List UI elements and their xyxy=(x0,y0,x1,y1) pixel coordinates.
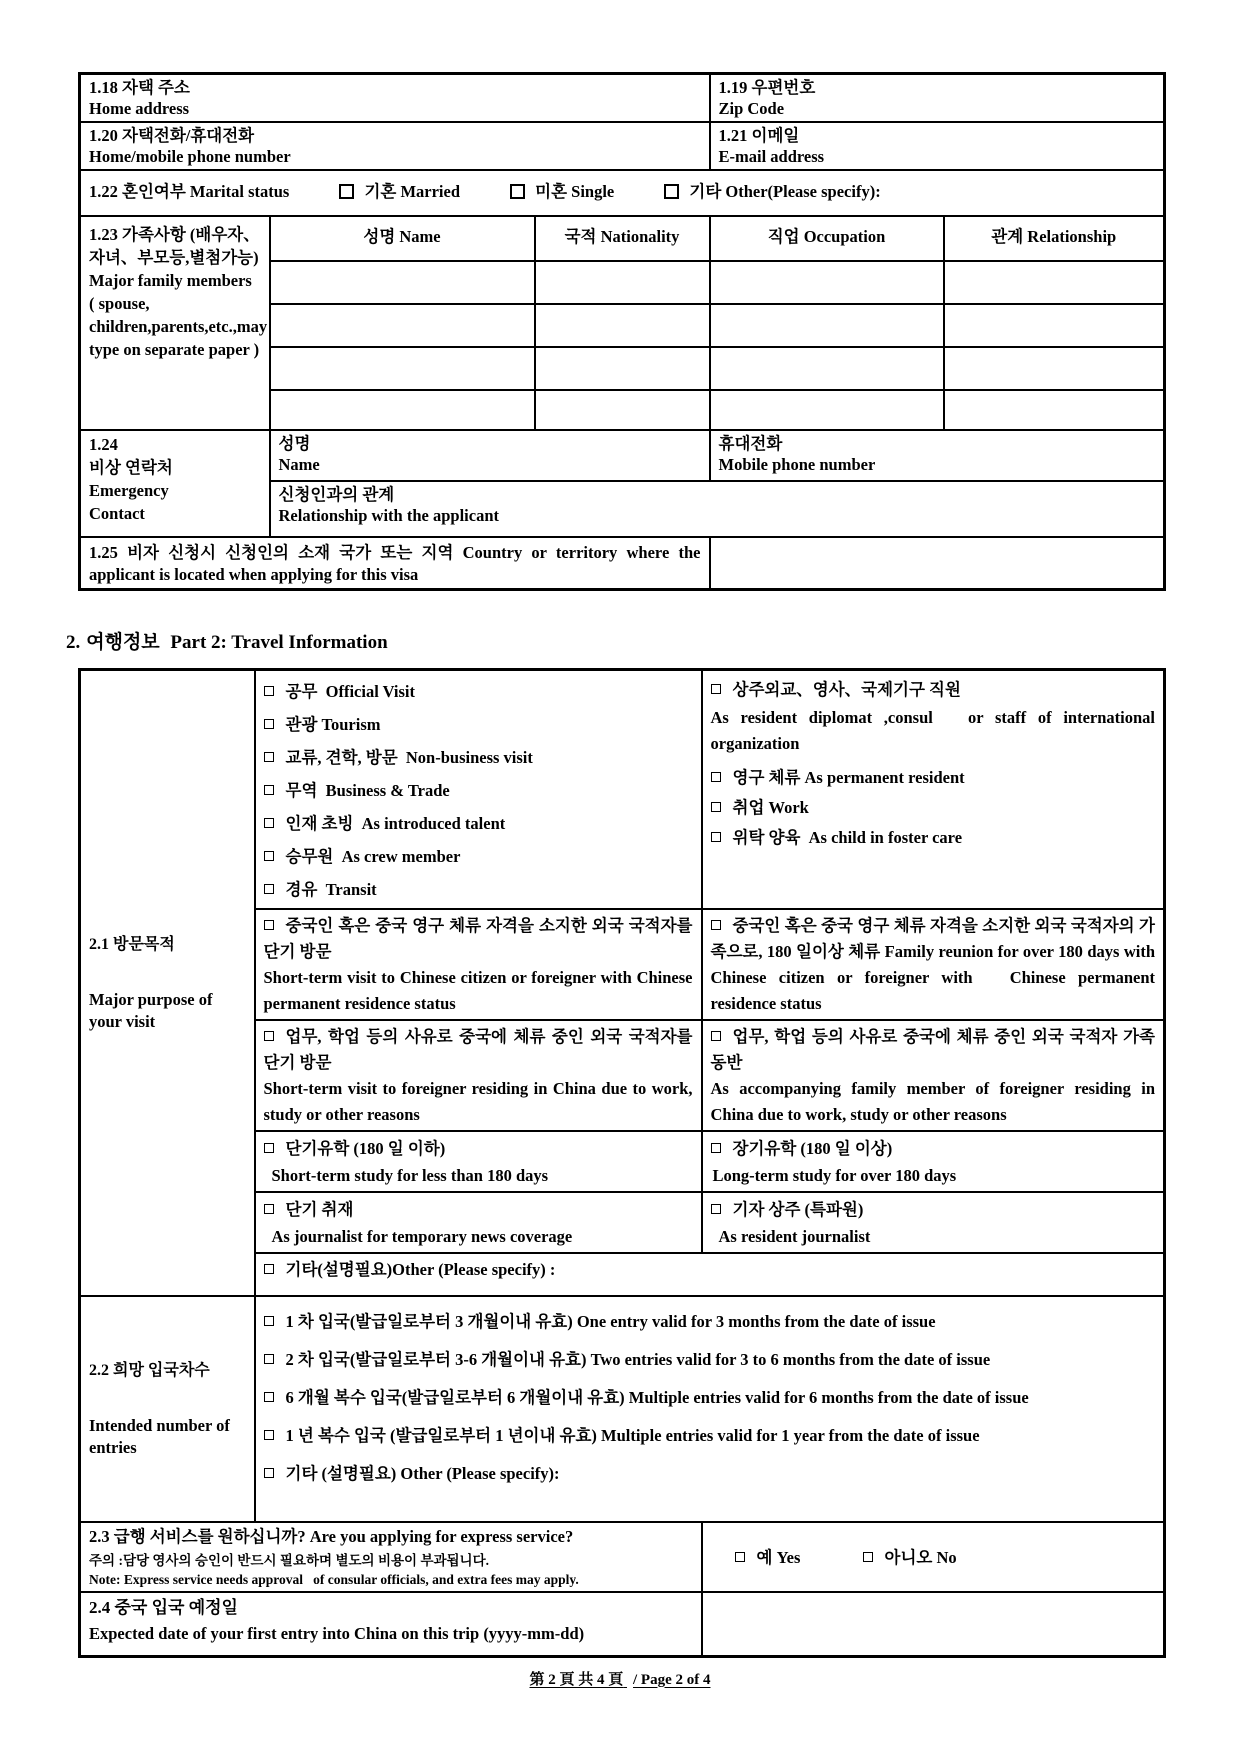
option-en: Family reunion for over 180 days with Chinese citizen or foreigner with Chinese permanent residence status xyxy=(710,942,1156,1013)
option-en: As accompanying family member of foreigner residing in China due to work, study or other reasons xyxy=(710,1079,1155,1124)
emergency-name-field[interactable] xyxy=(270,430,710,481)
purpose-option-short-term-study xyxy=(255,1131,702,1192)
emergency-name-en: Name xyxy=(278,455,320,474)
part2-heading-num: 2. xyxy=(66,632,81,653)
purpose-option xyxy=(711,823,1156,853)
checkbox-transit[interactable] xyxy=(264,884,274,894)
checkbox-short-term-study[interactable] xyxy=(264,1143,274,1153)
option-ko: 영구 체류 xyxy=(732,768,801,787)
option-ko: 장기유학 (180 일 이상) xyxy=(732,1139,893,1158)
entry-date-input[interactable] xyxy=(702,1592,1165,1656)
purpose-option xyxy=(264,774,693,807)
marital-option-label: 기타 Other(Please specify): xyxy=(689,182,881,201)
option-en: Multiple entries valid for 6 months from the date of issue xyxy=(628,1388,1029,1407)
purpose-label-en: Major purpose of your visit xyxy=(89,989,213,1031)
option-en: Long-term study for over 180 days xyxy=(712,1166,957,1185)
checkbox-entries-other[interactable] xyxy=(264,1468,274,1478)
purpose-option-short-visit-chinese xyxy=(255,909,702,1020)
emergency-mobile-field[interactable] xyxy=(710,430,1165,481)
purpose-option-short-visit-foreigner xyxy=(255,1020,702,1131)
entries-row xyxy=(80,1296,1165,1522)
option-ko: 2 차 입국(발급일로부터 3-6 개월이내 유효) xyxy=(285,1350,587,1369)
option-ko: 업무, 학업 등의 사유로 중국에 체류 중인 외국 국적자를 단기 방문 xyxy=(263,1027,693,1072)
part2-heading xyxy=(66,627,1240,654)
emergency-relationship-field[interactable] xyxy=(270,481,1165,537)
family-cell-input[interactable] xyxy=(535,390,710,430)
checkbox-accompanying-family[interactable] xyxy=(711,1031,721,1041)
purpose-option-family-reunion xyxy=(702,909,1165,1020)
entry-date-row xyxy=(80,1592,1165,1656)
location-row xyxy=(80,537,1165,590)
express-question: 2.3 급행 서비스를 원하십니까? Are you applying for express service? xyxy=(89,1527,574,1546)
option-ko: 기타 (설명필요) xyxy=(285,1464,397,1483)
checkbox-resident-journalist[interactable] xyxy=(711,1204,721,1214)
emergency-label-ko: 비상 연락처 xyxy=(89,458,173,477)
express-option-yes xyxy=(735,1548,801,1567)
family-label-ko: 1.23 가족사항 (배우자、자녀、부모등,별첨가능) xyxy=(89,225,260,267)
part2-heading-en: Part 2: Travel Information xyxy=(170,632,388,653)
option-ko: 1 차 입국(발급일로부터 3 개월이내 유효) xyxy=(285,1312,573,1331)
phone-field[interactable] xyxy=(80,122,710,170)
marital-status-row xyxy=(80,170,1165,216)
checkbox-tourism[interactable] xyxy=(264,719,274,729)
zip-code-label-en: Zip Code xyxy=(718,99,785,118)
location-input[interactable] xyxy=(710,537,1165,590)
purpose-right-options xyxy=(702,670,1165,910)
option-en: As crew member xyxy=(341,847,461,866)
checkbox-multiple-1-year[interactable] xyxy=(264,1430,274,1440)
emergency-name-ko: 성명 xyxy=(278,434,311,453)
checkbox-multiple-6-months[interactable] xyxy=(264,1392,274,1402)
option-en: Transit xyxy=(325,880,377,899)
purpose-option-accompanying-family xyxy=(702,1020,1165,1131)
express-service-label xyxy=(80,1522,702,1592)
table-row xyxy=(80,122,1165,170)
checkbox-express-yes[interactable] xyxy=(735,1552,745,1562)
purpose-option xyxy=(264,840,693,873)
checkbox-work[interactable] xyxy=(711,802,721,812)
checkbox-two-entries[interactable] xyxy=(264,1354,274,1364)
location-label-en: Country or territory where the applicant is located when applying for this visa xyxy=(89,543,701,584)
family-cell-input[interactable] xyxy=(944,390,1165,430)
option-ko: 인재 초빙 xyxy=(285,814,354,833)
part2-heading-ko: 여행정보 xyxy=(86,632,160,653)
entries-section-label xyxy=(80,1296,255,1522)
purpose-option-long-term-study xyxy=(702,1131,1165,1192)
checkbox-temporary-journalist[interactable] xyxy=(264,1204,274,1214)
purpose-option-temporary-journalist xyxy=(255,1192,702,1253)
purpose-option xyxy=(711,763,1156,793)
page-footer xyxy=(0,1668,1240,1689)
option-ko: 승무원 xyxy=(285,847,334,866)
emergency-contact-row xyxy=(80,430,1165,481)
marital-option-label: 미혼 Single xyxy=(535,182,615,201)
purpose-option xyxy=(264,873,693,906)
entry-date-en: Expected date of your first entry into China on this trip (yyyy-mm-dd) xyxy=(89,1624,585,1643)
option-ko: 업무, 학업 등의 사유로 중국에 체류 중인 외국 국적자 가족동반 xyxy=(710,1027,1155,1072)
checkbox-long-term-study[interactable] xyxy=(711,1143,721,1153)
family-cell-input[interactable] xyxy=(944,304,1165,347)
entries-option xyxy=(264,1421,1156,1451)
express-note-ko: 주의 :담당 영사의 승인이 반드시 필요하며 별도의 비용이 부과됩니다. xyxy=(89,1553,490,1568)
purpose-option xyxy=(711,793,1156,823)
zip-code-label-ko: 1.19 우편번호 xyxy=(718,78,816,97)
family-cell-input[interactable] xyxy=(944,347,1165,390)
emergency-relationship-ko: 신청인과의 관계 xyxy=(278,485,395,504)
marital-option-label: 기혼 Married xyxy=(364,182,461,201)
purpose-other-field[interactable] xyxy=(255,1253,1165,1296)
purpose-option xyxy=(264,807,693,840)
marital-option-married xyxy=(339,182,460,201)
emergency-relationship-en: Relationship with the applicant xyxy=(278,506,499,525)
option-en: One entry valid for 3 months from the date of issue xyxy=(576,1312,936,1331)
marital-option-other xyxy=(664,182,880,201)
purpose-section-label xyxy=(80,670,255,1297)
purpose-option xyxy=(264,708,693,741)
option-ko: 단기 취재 xyxy=(285,1200,354,1219)
family-cell-input[interactable] xyxy=(270,261,535,304)
option-ko: 관광 xyxy=(285,715,318,734)
family-cell-input[interactable] xyxy=(535,304,710,347)
family-cell-input[interactable] xyxy=(710,304,944,347)
checkbox-non-business-visit[interactable] xyxy=(264,752,274,762)
option-ko: 취업 xyxy=(732,798,765,817)
option-en: As journalist for temporary news coverage xyxy=(271,1227,573,1246)
location-label-ko: 1.25 비자 신청시 신청인의 소재 국가 또는 지역 xyxy=(89,543,454,562)
option-en: Short-term visit to Chinese citizen or foreigner with Chinese permanent residence status xyxy=(263,968,693,1013)
checkbox-business-trade[interactable] xyxy=(264,785,274,795)
option-ko: 상주외교、영사、국제기구 직원 xyxy=(732,680,961,699)
phone-label-en: Home/mobile phone number xyxy=(89,147,291,166)
home-address-label-en: Home address xyxy=(89,99,190,118)
family-col-nationality: 국적 Nationality xyxy=(535,216,710,261)
marital-status-field xyxy=(80,170,1165,216)
purpose-simple-row xyxy=(80,670,1165,910)
email-label-ko: 1.21 이메일 xyxy=(718,126,800,145)
option-ko: 위탁 양육 xyxy=(732,828,801,847)
option-en: Two entries valid for 3 to 6 months from the date of issue xyxy=(590,1350,991,1369)
option-ko: 경유 xyxy=(285,880,318,899)
marital-status-label: 1.22 혼인여부 Marital status xyxy=(89,182,290,201)
checkbox-one-entry[interactable] xyxy=(264,1316,274,1326)
family-label-en: Major family members ( spouse, children,parents,etc.,may type on separate paper ) xyxy=(89,271,268,359)
option-en: As introduced talent xyxy=(361,814,506,833)
entries-option xyxy=(264,1383,1156,1413)
option-ko: 중국인 혹은 중국 영구 체류 자격을 소지한 외국 국적자를 단기 방문 xyxy=(263,916,693,961)
option-en: Other (Please specify): xyxy=(400,1464,560,1483)
family-cell-input[interactable] xyxy=(710,390,944,430)
family-cell-input[interactable] xyxy=(270,390,535,430)
express-yes-label: 예 Yes xyxy=(756,1547,801,1567)
emergency-contact-label xyxy=(80,430,270,537)
option-en: As resident diplomat ,consul or staff of international organization xyxy=(710,708,1155,753)
email-label-en: E-mail address xyxy=(718,147,825,166)
option-ko: 단기유학 (180 일 이하) xyxy=(285,1139,446,1158)
option-en: Business & Trade xyxy=(325,781,450,800)
express-no-label: 아니오 No xyxy=(884,1547,957,1567)
home-address-label-ko: 1.18 자택 주소 xyxy=(89,78,190,97)
entries-option xyxy=(264,1345,1156,1375)
family-cell-input[interactable] xyxy=(710,347,944,390)
option-ko: 중국인 혹은 중국 영구 체류 자격을 소지한 외국 국적자의 가족으로, 180 일이상 체류 xyxy=(710,916,1155,961)
entry-date-ko: 2.4 중국 입국 예정일 xyxy=(89,1598,238,1617)
purpose-left-options xyxy=(255,670,702,910)
express-note-en: Note: Express service needs approval of consular officials, and extra fees may apply. xyxy=(89,1572,579,1587)
option-ko: 공무 xyxy=(285,682,318,701)
option-en: As resident journalist xyxy=(718,1227,871,1246)
purpose-option xyxy=(711,675,1156,757)
checkbox-married[interactable] xyxy=(339,184,354,199)
emergency-label-en1: Emergency xyxy=(89,481,169,500)
purpose-label-ko: 2.1 방문목적 xyxy=(89,935,175,953)
option-ko: 기자 상주 (특파원) xyxy=(732,1200,864,1219)
option-en: Non-business visit xyxy=(405,748,533,767)
family-col-name: 성명 Name xyxy=(270,216,535,261)
emergency-mobile-en: Mobile phone number xyxy=(718,455,876,474)
checkbox-family-reunion[interactable] xyxy=(711,920,721,930)
option-en: Short-term visit to foreigner residing in China due to work, study or other reasons xyxy=(263,1079,693,1124)
family-section-label xyxy=(80,216,270,430)
zip-code-field[interactable] xyxy=(710,74,1165,123)
checkbox-permanent-resident[interactable] xyxy=(711,772,721,782)
express-option-no xyxy=(863,1548,957,1567)
entries-label-en: Intended number of entries xyxy=(89,1415,230,1457)
option-en: Official Visit xyxy=(325,682,416,701)
express-yes-no-field xyxy=(702,1522,1165,1592)
option-en: As permanent resident xyxy=(804,768,965,787)
entries-option xyxy=(264,1307,1156,1337)
option-ko: 무역 xyxy=(285,781,318,800)
checkbox-marital-other[interactable] xyxy=(664,184,679,199)
option-ko: 1 년 복수 입국 (발급일로부터 1 년이내 유효) xyxy=(285,1426,597,1445)
family-col-relationship: 관계 Relationship xyxy=(944,216,1165,261)
purpose-other-label: 기타(설명필요)Other (Please specify) : xyxy=(285,1260,556,1279)
checkbox-short-visit-chinese[interactable] xyxy=(264,920,274,930)
checkbox-introduced-talent[interactable] xyxy=(264,818,274,828)
purpose-option-resident-journalist xyxy=(702,1192,1165,1253)
family-cell-input[interactable] xyxy=(944,261,1165,304)
option-ko: 교류, 견학, 방문 xyxy=(285,748,398,767)
marital-option-single xyxy=(510,182,614,201)
family-cell-input[interactable] xyxy=(270,304,535,347)
checkbox-purpose-other[interactable] xyxy=(264,1264,274,1274)
table-row xyxy=(80,74,1165,123)
option-en: As child in foster care xyxy=(808,828,963,847)
checkbox-crew-member[interactable] xyxy=(264,851,274,861)
entries-options xyxy=(255,1296,1165,1522)
page-number-zh: 第 2 頁 共 4 頁 xyxy=(529,1671,624,1688)
checkbox-single[interactable] xyxy=(510,184,525,199)
express-service-row xyxy=(80,1522,1165,1592)
option-en: Multiple entries valid for 1 year from the date of issue xyxy=(601,1426,980,1445)
travel-info-table xyxy=(78,668,1166,1658)
family-cell-input[interactable] xyxy=(535,261,710,304)
checkbox-foster-care[interactable] xyxy=(711,832,721,842)
emergency-label-num: 1.24 xyxy=(89,435,118,454)
entries-option-other[interactable] xyxy=(264,1459,1156,1489)
family-col-occupation: 직업 Occupation xyxy=(710,216,944,261)
page-number-en: / Page 2 of 4 xyxy=(633,1671,711,1688)
purpose-option xyxy=(264,741,693,774)
entry-date-label xyxy=(80,1592,702,1656)
entries-label-ko: 2.2 희망 입국차수 xyxy=(89,1361,210,1379)
option-ko: 6 개월 복수 입국(발급일로부터 6 개월이내 유효) xyxy=(285,1388,625,1407)
home-address-field[interactable] xyxy=(80,74,710,123)
page-number xyxy=(530,1672,711,1688)
purpose-option xyxy=(264,675,693,708)
option-en: Short-term study for less than 180 days xyxy=(271,1166,549,1185)
checkbox-short-visit-foreigner[interactable] xyxy=(264,1031,274,1041)
personal-info-table xyxy=(78,72,1166,591)
option-en: Work xyxy=(768,798,809,817)
email-field[interactable] xyxy=(710,122,1165,170)
checkbox-express-no[interactable] xyxy=(863,1552,873,1562)
family-header-row xyxy=(80,216,1165,261)
family-cell-input[interactable] xyxy=(535,347,710,390)
emergency-mobile-ko: 휴대전화 xyxy=(718,434,783,453)
checkbox-official-visit[interactable] xyxy=(264,686,274,696)
option-en: Tourism xyxy=(321,715,381,734)
checkbox-resident-diplomat[interactable] xyxy=(711,684,721,694)
family-cell-input[interactable] xyxy=(710,261,944,304)
location-label xyxy=(80,537,710,590)
phone-label-ko: 1.20 자택전화/휴대전화 xyxy=(89,126,255,145)
family-cell-input[interactable] xyxy=(270,347,535,390)
emergency-label-en2: Contact xyxy=(89,504,145,523)
